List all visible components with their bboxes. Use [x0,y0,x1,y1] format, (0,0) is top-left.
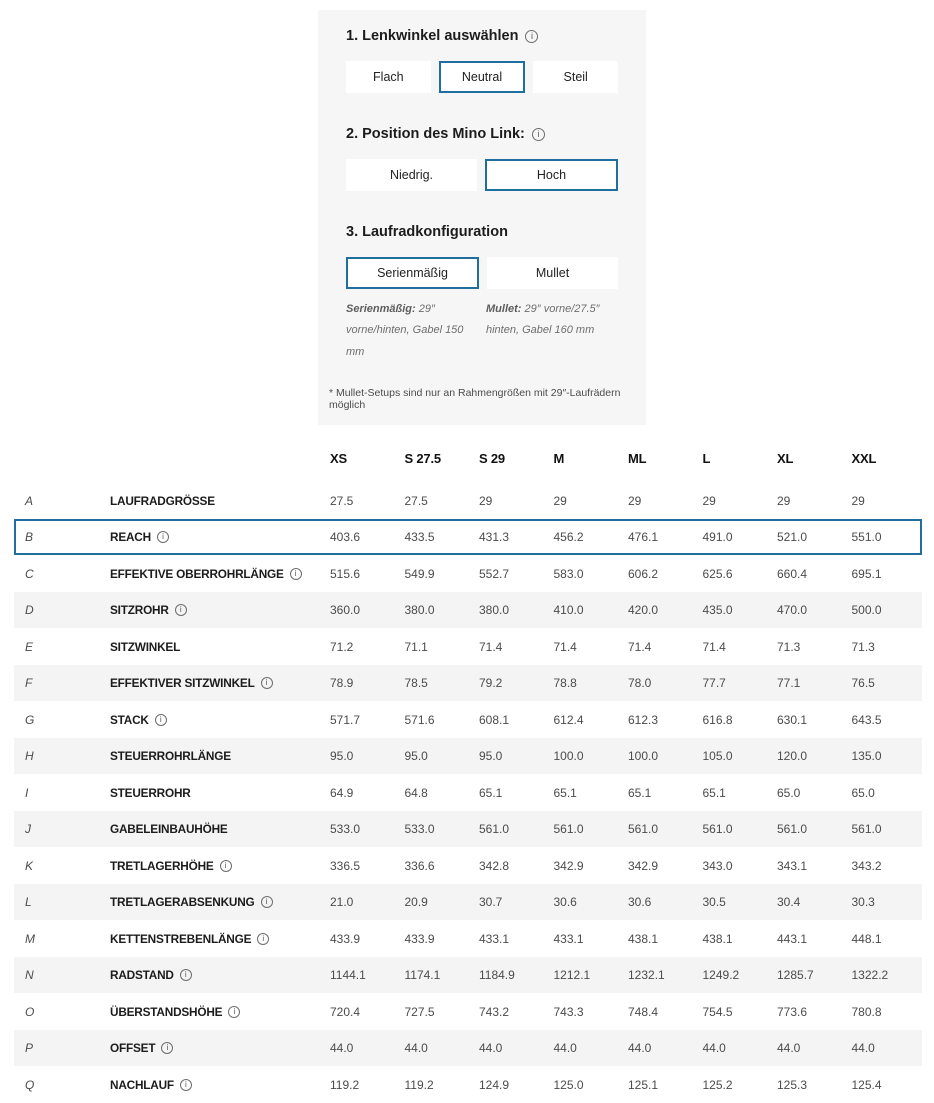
table-cell-value: 30.6 [553,895,577,910]
table-cell-value: 1184.9 [479,968,515,983]
info-icon[interactable]: i [532,128,545,141]
table-cell-value: 64.9 [330,785,354,800]
info-icon[interactable]: i [161,1042,173,1054]
table-cell-value: 95.0 [404,749,428,764]
table-cell-value: 491.0 [702,530,733,545]
table-cell-value: 521.0 [777,530,808,545]
row-label [110,822,330,836]
table-cell-value: 433.1 [553,931,584,946]
table-cell-value: 343.2 [851,858,882,873]
row-label-text: STEUERROHRLÄNGE [110,749,231,764]
info-icon[interactable]: i [157,531,169,543]
table-cell-value: 30.5 [702,895,726,910]
row-label [110,1005,330,1019]
table-cell-value: 433.1 [479,931,510,946]
row-label [110,968,330,982]
table-cell-value: 76.5 [851,676,875,691]
table-cell-value: 343.1 [777,858,808,873]
table-cell-value: 456.2 [553,530,584,545]
column-header: XS [330,450,347,466]
table-cell-value: 21.0 [330,895,354,910]
table-row[interactable] [14,665,922,702]
table-cell-value: 44.0 [330,1041,354,1056]
table-cell-value: 561.0 [702,822,733,837]
section-title-mino-link [346,126,618,142]
table-cell-value: 1174.1 [404,968,441,983]
table-cell-value: 1249.2 [702,968,740,983]
column-header: XXL [851,450,877,466]
row-letter: C [25,566,34,581]
table-cell-value: 420.0 [628,603,659,618]
table-cell-value: 438.1 [702,931,733,946]
option-steil-button[interactable]: Steil [533,61,618,93]
config-panel [318,10,646,425]
table-cell-value: 29 [553,493,567,508]
info-icon[interactable]: i [261,677,273,689]
caption-lead: Mullet: [486,303,522,315]
row-letter: H [25,749,34,764]
table-header-row [14,443,922,473]
option-niedrig-button[interactable]: Niedrig. [346,159,477,191]
row-label [110,494,330,508]
table-cell-value: 720.4 [330,1004,361,1019]
info-icon[interactable]: i [220,860,232,872]
column-header: M [553,450,565,466]
table-cell-value: 29 [479,493,493,508]
wheel-config-captions [346,299,618,363]
option-mullet-button[interactable]: Mullet [487,257,618,289]
table-cell-value: 95.0 [330,749,354,764]
row-label-text: STEUERROHR [110,785,191,800]
row-letter: Q [25,1077,35,1092]
table-cell-value: 571.7 [330,712,361,727]
table-cell-value: 77.1 [777,676,801,691]
row-label [110,530,330,544]
option-serienmaessig-button[interactable]: Serienmäßig [346,257,479,289]
table-cell-value: 125.0 [553,1077,584,1092]
row-letter: O [25,1004,35,1019]
table-row[interactable] [14,592,922,629]
table-cell-value: 1144.1 [330,968,366,983]
row-label-text: TRETLAGERABSENKUNG [110,895,255,910]
table-cell-value: 30.3 [851,895,875,910]
table-cell-value: 561.0 [777,822,808,837]
table-cell-value: 30.4 [777,895,801,910]
table-cell-value: 135.0 [851,749,882,764]
table-cell-value: 754.5 [702,1004,733,1019]
row-letter: I [25,785,29,800]
row-label-text: SITZROHR [110,603,169,618]
config-section-mino-link [346,126,618,191]
table-cell-value: 77.7 [702,676,726,691]
row-label-text: STACK [110,712,149,727]
table-cell-value: 71.1 [404,639,428,654]
table-cell-value: 403.6 [330,530,361,545]
table-row[interactable] [14,884,922,921]
table-body [14,482,922,1103]
table-row[interactable] [14,738,922,775]
table-cell-value: 561.0 [553,822,584,837]
row-letter: F [25,676,33,691]
table-cell-value: 65.1 [628,785,652,800]
row-label-text: SITZWINKEL [110,639,181,654]
row-label-text: GABELEINBAUHÖHE [110,822,228,837]
option-hoch-button[interactable]: Hoch [485,159,618,191]
row-label-text: EFFEKTIVER SITZWINKEL [110,676,255,691]
table-cell-value: 561.0 [479,822,510,837]
row-letter: M [25,931,35,946]
row-label [110,567,330,581]
table-cell-value: 1285.7 [777,968,814,983]
table-cell-value: 1212.1 [553,968,591,983]
table-row[interactable] [14,482,922,519]
table-cell-value: 343.0 [702,858,733,873]
caption-lead: Serienmäßig: [346,303,416,315]
table-cell-value: 44.0 [553,1041,577,1056]
row-letter: D [25,603,34,618]
table-cell-value: 65.1 [553,785,577,800]
table-cell-value: 44.0 [851,1041,875,1056]
table-cell-value: 433.9 [330,931,361,946]
option-flach-button[interactable]: Flach [346,61,431,93]
table-cell-value: 71.4 [553,639,577,654]
table-cell-value: 125.1 [628,1077,659,1092]
row-label-text: LAUFRADGRÖSSE [110,493,215,508]
table-cell-value: 1232.1 [628,968,665,983]
table-cell-value: 100.0 [628,749,659,764]
info-icon[interactable]: i [261,896,273,908]
row-letter: B [25,530,34,545]
table-cell-value: 748.4 [628,1004,659,1019]
table-cell-value: 71.4 [479,639,503,654]
table-cell-value: 410.0 [553,603,584,618]
row-label [110,1078,330,1092]
table-cell-value: 380.0 [404,603,435,618]
info-icon[interactable]: i [155,714,167,726]
config-section-lenkwinkel [346,28,618,93]
table-cell-value: 431.3 [479,530,510,545]
table-cell-value: 124.9 [479,1077,510,1092]
row-label [110,713,330,727]
table-cell-value: 515.6 [330,566,361,581]
table-cell-value: 64.8 [404,785,428,800]
column-header: S 27.5 [404,450,441,466]
table-row[interactable] [14,701,922,738]
table-row[interactable] [14,811,922,848]
row-letter: J [25,822,31,837]
table-cell-value: 533.0 [404,822,435,837]
row-letter: N [25,968,34,983]
table-row[interactable] [14,555,922,592]
mullet-footnote: * Mullet-Setups sind nur an Rahmengrößen mit 29″-Laufrädern möglich [329,387,621,412]
row-label [110,1041,330,1055]
row-letter: E [25,639,34,654]
column-header: XL [777,450,794,466]
table-cell-value: 552.7 [479,566,510,581]
table-cell-value: 342.9 [628,858,659,873]
table-cell-value: 360.0 [330,603,361,618]
table-cell-value: 561.0 [851,822,882,837]
table-cell-value: 27.5 [404,493,428,508]
table-cell-value: 78.5 [404,676,428,691]
table-cell-value: 78.8 [553,676,577,691]
table-cell-value: 71.2 [330,639,354,654]
table-cell-value: 616.8 [702,712,733,727]
option-neutral-button[interactable]: Neutral [439,61,526,93]
table-cell-value: 549.9 [404,566,435,581]
table-row[interactable] [14,774,922,811]
table-cell-value: 435.0 [702,603,733,618]
table-cell-value: 1322.2 [851,968,889,983]
table-cell-value: 561.0 [628,822,659,837]
table-cell-value: 695.1 [851,566,882,581]
table-cell-value: 125.3 [777,1077,808,1092]
table-cell-value: 20.9 [404,895,428,910]
table-cell-value: 44.0 [479,1041,503,1056]
table-cell-value: 625.6 [702,566,733,581]
table-cell-value: 606.2 [628,566,659,581]
section-title-laufrad [346,224,618,240]
row-label-text: TRETLAGERHÖHE [110,858,214,873]
table-cell-value: 125.4 [851,1077,882,1092]
column-header: S 29 [479,450,505,466]
table-cell-value: 120.0 [777,749,808,764]
table-cell-value: 79.2 [479,676,503,691]
table-cell-value: 551.0 [851,530,882,545]
table-cell-value: 71.4 [628,639,652,654]
table-cell-value: 78.0 [628,676,652,691]
config-section-laufrad [346,224,618,363]
table-row[interactable] [14,1066,922,1103]
table-cell-value: 125.2 [702,1077,733,1092]
table-cell-value: 336.5 [330,858,361,873]
row-label-text: OFFSET [110,1041,156,1056]
table-cell-value: 29 [702,493,716,508]
row-label-text: RADSTAND [110,968,174,983]
row-letter: P [25,1041,34,1056]
table-cell-value: 119.2 [404,1077,434,1092]
table-cell-value: 95.0 [479,749,503,764]
section-title-lenkwinkel [346,28,618,44]
table-cell-value: 612.4 [553,712,584,727]
table-cell-value: 65.1 [702,785,726,800]
caption-text: 29″ vorne/27.5″ hinten, Gabel 160 mm [486,303,600,337]
table-cell-value: 342.8 [479,858,510,873]
info-icon[interactable]: i [525,30,538,43]
laufrad-options [346,257,618,289]
table-cell-value: 30.7 [479,895,503,910]
table-cell-value: 78.9 [330,676,354,691]
table-row[interactable] [14,957,922,994]
table-cell-value: 44.0 [702,1041,726,1056]
table-cell-value: 71.3 [777,639,801,654]
serienmaessig-caption [346,299,478,363]
caption-text: 29″ vorne/hinten, Gabel 150 mm [346,303,464,358]
table-row[interactable] [14,519,922,556]
table-cell-value: 105.0 [702,749,733,764]
table-cell-value: 44.0 [404,1041,428,1056]
table-cell-value: 342.9 [553,858,584,873]
table-row[interactable] [14,920,922,957]
row-label [110,749,330,763]
table-cell-value: 660.4 [777,566,808,581]
section-title-text: 1. Lenkwinkel auswählen [346,28,519,44]
table-cell-value: 630.1 [777,712,808,727]
table-cell-value: 44.0 [628,1041,652,1056]
table-row[interactable] [14,993,922,1030]
table-cell-value: 380.0 [479,603,510,618]
row-label [110,932,330,946]
table-cell-value: 27.5 [330,493,354,508]
row-letter: A [25,493,34,508]
table-cell-value: 500.0 [851,603,882,618]
table-cell-value: 476.1 [628,530,659,545]
table-cell-value: 71.4 [702,639,726,654]
table-cell-value: 448.1 [851,931,882,946]
row-label [110,895,330,909]
geometry-table [14,443,922,1103]
table-cell-value: 443.1 [777,931,808,946]
table-cell-value: 29 [851,493,865,508]
column-header: L [702,450,711,466]
table-row[interactable] [14,628,922,665]
row-label-text: ÜBERSTANDSHÖHE [110,1004,223,1019]
info-icon[interactable]: i [180,1079,192,1091]
row-label [110,640,330,654]
table-cell-value: 571.6 [404,712,435,727]
row-label-text: KETTENSTREBENLÄNGE [110,931,252,946]
info-icon[interactable]: i [257,933,269,945]
table-cell-value: 743.3 [553,1004,584,1019]
row-label [110,859,330,873]
row-label-text: REACH [110,530,151,545]
table-cell-value: 780.8 [851,1004,882,1019]
row-label-text: NACHLAUF [110,1077,174,1092]
table-cell-value: 119.2 [330,1077,360,1092]
table-cell-value: 533.0 [330,822,361,837]
row-letter: G [25,712,35,727]
table-cell-value: 438.1 [628,931,659,946]
table-cell-value: 433.9 [404,931,435,946]
table-row[interactable] [14,1030,922,1067]
info-icon[interactable]: i [228,1006,240,1018]
table-cell-value: 29 [777,493,791,508]
mullet-caption [486,299,618,363]
table-row[interactable] [14,847,922,884]
table-cell-value: 336.6 [404,858,435,873]
info-icon[interactable]: i [290,568,302,580]
table-cell-value: 773.6 [777,1004,808,1019]
table-cell-value: 71.3 [851,639,875,654]
table-cell-value: 608.1 [479,712,510,727]
table-cell-value: 44.0 [777,1041,801,1056]
table-cell-value: 583.0 [553,566,584,581]
column-header: ML [628,450,647,466]
row-label-text: EFFEKTIVE OBERROHRLÄNGE [110,566,284,581]
section-title-text: 2. Position des Mino Link: [346,126,525,142]
row-label [110,603,330,617]
table-cell-value: 30.6 [628,895,652,910]
table-cell-value: 643.5 [851,712,882,727]
row-label [110,676,330,690]
info-icon[interactable]: i [180,969,192,981]
table-cell-value: 100.0 [553,749,584,764]
lenkwinkel-options [346,61,618,93]
table-cell-value: 727.5 [404,1004,435,1019]
table-cell-value: 65.0 [777,785,801,800]
table-cell-value: 29 [628,493,642,508]
row-label [110,786,330,800]
row-letter: K [25,858,34,873]
table-cell-value: 65.0 [851,785,875,800]
info-icon[interactable]: i [175,604,187,616]
row-letter: L [25,895,32,910]
section-title-text: 3. Laufradkonfiguration [346,224,508,240]
table-cell-value: 612.3 [628,712,659,727]
mino-link-options [346,159,618,191]
table-cell-value: 65.1 [479,785,503,800]
table-cell-value: 743.2 [479,1004,510,1019]
table-cell-value: 433.5 [404,530,435,545]
table-cell-value: 470.0 [777,603,808,618]
